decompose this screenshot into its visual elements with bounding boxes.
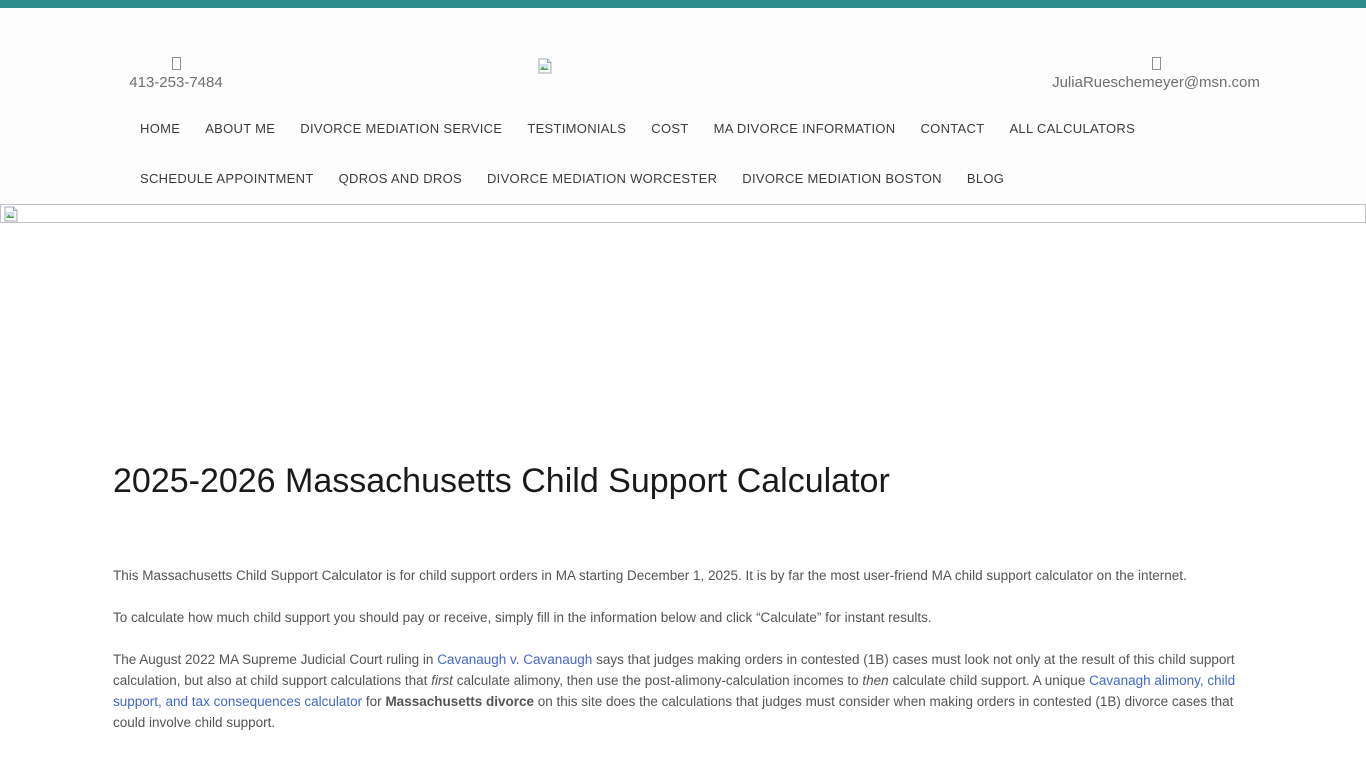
cavanaugh-ruling-paragraph	[113, 649, 1253, 733]
text-segment: To calculate how much child support you should pay or receive, simply fill in the information below and click “Calculate” for instant results.	[113, 610, 932, 625]
email-address-link[interactable]: JuliaRueschemeyer@msn.com	[1052, 74, 1260, 91]
top-accent-bar	[0, 0, 1366, 8]
nav-item-divorce-mediation-service[interactable]: DIVORCE MEDIATION SERVICE	[300, 121, 503, 136]
page-title: 2025-2026 Massachusetts Child Support Calculator	[113, 462, 890, 500]
text-segment: This Massachusetts Child Support Calculator is for child support orders in MA starting December 1, 2025. It is by far the most user-friend MA child support calculator on the internet.	[113, 568, 1187, 583]
nav-item-contact[interactable]: CONTACT	[920, 121, 985, 136]
text-segment: calculate child support. A unique	[888, 673, 1090, 688]
nav-item-qdros-and-dros[interactable]: QDROS AND DROS	[338, 170, 462, 186]
nav-item-divorce-mediation-boston[interactable]: DIVORCE MEDIATION BOSTON	[742, 170, 942, 186]
nav-item-cost[interactable]: COST	[651, 121, 689, 136]
nav-item-schedule-appointment[interactable]: SCHEDULE APPOINTMENT	[140, 170, 314, 186]
text-segment: on this site does the calculations that judges must consider when making orders in contested (1B) divorce cases that could involve child support.	[113, 694, 1234, 730]
broken-image-icon	[3, 206, 19, 222]
text-segment: then	[862, 673, 889, 688]
nav-item-home[interactable]: HOME	[140, 121, 181, 136]
instructions-paragraph	[113, 607, 1253, 628]
nav-item-ma-divorce-information[interactable]: MA DIVORCE INFORMATION	[713, 121, 896, 136]
inline-link[interactable]: Cavanagh alimony, child support, and tax consequences calculator	[113, 673, 1236, 709]
text-segment: for	[362, 694, 386, 709]
article-content	[113, 462, 1253, 733]
text-segment: calculate alimony, then use the post-alimony-calculation incomes to	[452, 673, 863, 688]
phone-number-link[interactable]: 413-253-7484	[129, 74, 223, 91]
nav-row-primary	[0, 105, 1366, 152]
email-contact	[1036, 54, 1276, 92]
site-header	[0, 8, 1366, 105]
nav-item-all-calculators[interactable]: ALL CALCULATORS	[1009, 121, 1136, 136]
banner-broken-image	[0, 204, 1366, 223]
nav-item-divorce-mediation-worcester[interactable]: DIVORCE MEDIATION WORCESTER	[486, 170, 718, 186]
text-segment: The August 2022 MA Supreme Judicial Court ruling in	[113, 652, 438, 667]
text-segment: says that judges making orders in contested (1B) cases must look not only at the result of this child support calculation, but also at child support calculations that	[113, 652, 1235, 688]
site-logo-broken-image-icon	[537, 58, 553, 74]
nav-item-testimonials[interactable]: TESTIMONIALS	[527, 121, 627, 136]
intro-paragraph	[113, 565, 1253, 586]
inline-link[interactable]: Cavanaugh v. Cavanaugh	[437, 652, 593, 667]
phone-contact	[116, 54, 236, 92]
nav-item-about-me[interactable]: ABOUT ME	[205, 121, 276, 136]
main-navigation	[0, 105, 1366, 204]
nav-row-secondary	[0, 152, 1366, 204]
text-segment: first	[431, 673, 453, 688]
nav-item-blog[interactable]: BLOG	[966, 170, 1005, 186]
text-segment: Massachusetts divorce	[385, 694, 535, 709]
phone-icon	[172, 57, 181, 70]
email-icon	[1152, 57, 1161, 70]
